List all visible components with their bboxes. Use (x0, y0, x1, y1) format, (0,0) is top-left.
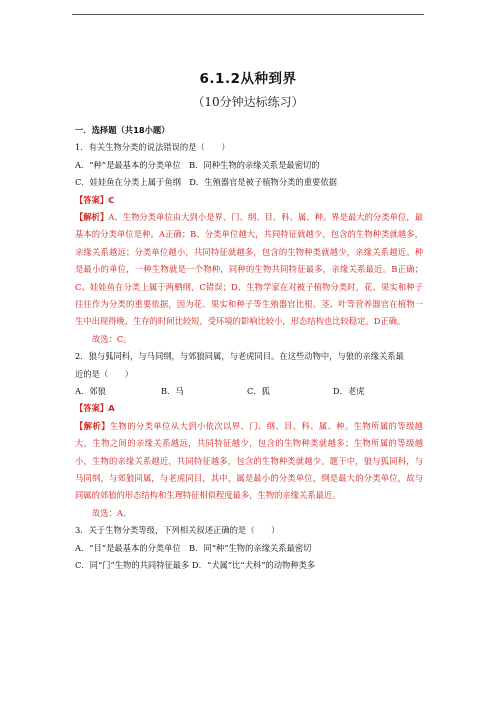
question-2-explanation (75, 418, 423, 505)
question-2-option-c: C．狐 (247, 385, 270, 396)
explanation-label: 【解析】 (75, 211, 109, 222)
question-2-options (75, 383, 423, 400)
question-2-option-b: B．马 (161, 385, 184, 396)
question-1-stem: 1．有关生物分类的说法错误的是（ ） (75, 142, 230, 153)
page-subtitle: （10分钟达标练习） (192, 95, 304, 109)
question-1-answer: 【答案】C (75, 194, 115, 205)
question-3-stem: 3．关于生物分类等级，下列相关叙述正确的是（ ） (75, 525, 280, 536)
question-2-stem-line-2: 近的是（ ） (75, 368, 134, 379)
question-1-options-cd: C．娃娃鱼在分类上属于鱼纲 D．生殖器官是被子植物分类的重要依据 (75, 177, 337, 188)
question-1-explanation (75, 209, 423, 331)
question-1-options-ab: A．“种”是最基本的分类单位 B．同种生物的亲缘关系是最密切的 (75, 159, 320, 170)
question-2-stem-line-1: 2．狼与狐同科，与马同纲，与郊狼同属，与老虎同目。在这些动物中，与狼的亲缘关系最 (75, 351, 404, 362)
question-3-options-cd: C．同“门”生物的共同特征最多 D．“犬属”比“犬科”的动物种类多 (75, 559, 316, 570)
question-1-conclusion: 故选：C。 (92, 333, 132, 344)
page-title: 6.1.2从种到界 (199, 71, 297, 87)
question-3-options-ab: A．“目”是最基本的分类单位 B．同“种”生物的亲缘关系最密切 (75, 542, 312, 553)
header-rule (72, 14, 424, 15)
explanation-label: 【解析】 (75, 420, 110, 431)
question-2-explanation-text: 生物的分类单位从大到小依次以界、门、纲、目、科、属、种。生物所属的等级越大，生物之间的亲缘关系越远，共同特征越少，包含的生物种类就越多；生物所属的等级越小，生物的亲缘关系越近，共同特征越多，包含的生物种类就越少。题干中，狼与狐同科，与马同纲，与郊狼同属，与老虎同目，其中，属是最小的分类单位，纲是最大的分类单位，故与同属的郊狼的形态结构和生理特征相似程度最多，生物的亲缘关系最近。 (75, 420, 423, 501)
section-heading: 一．选择题（共18小题） (75, 125, 170, 135)
question-2-answer: 【答案】A (75, 403, 115, 414)
question-1-explanation-text: A、生物分类单位由大到小是界、门、纲、目、科、属、种。界是最大的分类单位，最基本的分类单位是种。A正确；B、分类单位越大，共同特征就越少，包含的生物种类就越多，亲缘关系越远；分类单位越小，共同特征就越多，包含的生物种类就越少，亲缘关系越近。种是最小的单位，一种生物就是一个物种，同种的生物共同特征最多，亲缘关系最近。B正确；C、娃娃鱼在分类上属于两栖纲，C错误；D、生物学家在对被子植物分类时，花、果实和种子往往作为分类的重要依据，因为花、果实和种子等生殖器官比根、茎、叶等营养器官在植物一生中出现得晚，生存的时间比较短，受环境的影响比较小，形态结构也比较稳定。D正确。 (75, 211, 423, 327)
question-2-option-d: D．老虎 (333, 385, 365, 396)
question-2-option-a: A．郊狼 (75, 385, 106, 396)
question-2-conclusion: 故选：A。 (92, 507, 132, 518)
document-body (75, 122, 423, 574)
